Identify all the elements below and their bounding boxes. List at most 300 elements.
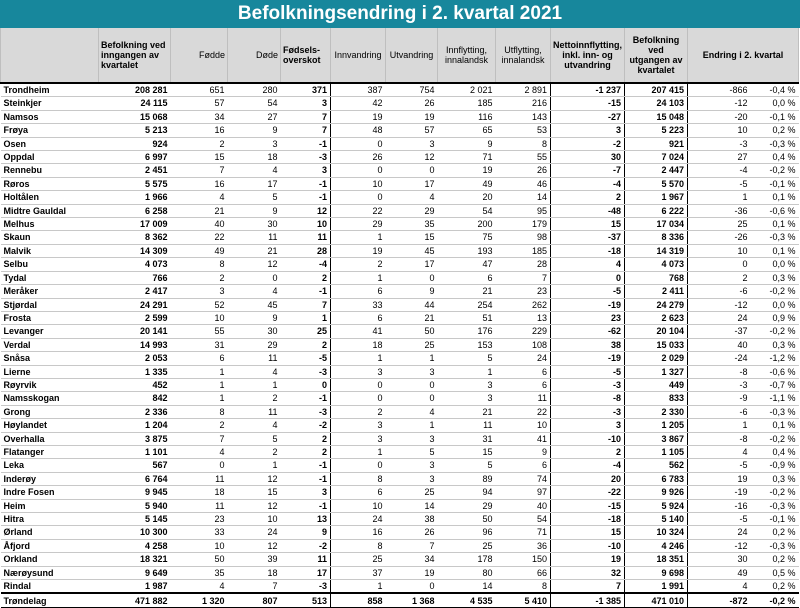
cell-births: 16 <box>171 124 228 137</box>
cell-birth-surplus: 1 <box>281 311 331 324</box>
cell-pop-end: 3 867 <box>625 432 688 445</box>
cell-immigration: 2 <box>331 405 386 418</box>
cell-deaths: 7 <box>228 580 281 594</box>
cell-pop-end: 17 034 <box>625 218 688 231</box>
cell-municipality: Selbu <box>1 258 99 271</box>
cell-change: 25 <box>688 218 751 231</box>
cell-net-migration: 3 <box>551 419 625 432</box>
cell-municipality: Åfjord <box>1 539 99 552</box>
cell-pop-start: 18 321 <box>99 553 171 566</box>
cell-change-pct: 0,2 % <box>751 124 799 137</box>
cell-pop-end: 5 570 <box>625 177 688 190</box>
cell-municipality: Ørland <box>1 526 99 539</box>
cell-pop-end: 6 222 <box>625 204 688 217</box>
cell-net-migration: 4 <box>551 258 625 271</box>
cell-change: -12 <box>688 97 751 110</box>
cell-emigration: 19 <box>386 566 438 579</box>
cell-change: -24 <box>688 352 751 365</box>
cell-in-domestic: 15 <box>438 445 496 458</box>
cell-municipality: Heim <box>1 499 99 512</box>
cell-births: 52 <box>171 298 228 311</box>
cell-immigration: 6 <box>331 311 386 324</box>
cell-emigration: 1 <box>386 352 438 365</box>
cell-pop-start: 14 993 <box>99 338 171 351</box>
cell-pop-start: 1 335 <box>99 365 171 378</box>
cell-pop-start: 9 945 <box>99 486 171 499</box>
cell-net-migration: 0 <box>551 271 625 284</box>
cell-in-domestic: 5 <box>438 352 496 365</box>
cell-births: 2 <box>171 137 228 150</box>
cell-deaths: 4 <box>228 285 281 298</box>
cell-out-domestic: 6 <box>496 459 551 472</box>
cell-out-domestic: 14 <box>496 191 551 204</box>
cell-birth-surplus: -1 <box>281 137 331 150</box>
cell-change: 19 <box>688 472 751 485</box>
cell-out-domestic: 6 <box>496 365 551 378</box>
cell-pop-start: 924 <box>99 137 171 150</box>
cell-pop-end: 9 926 <box>625 486 688 499</box>
cell-immigration: 6 <box>331 285 386 298</box>
cell-emigration: 45 <box>386 244 438 257</box>
cell-immigration: 19 <box>331 244 386 257</box>
cell-birth-surplus: 7 <box>281 298 331 311</box>
cell-out-domestic: 2 891 <box>496 83 551 97</box>
cell-birth-surplus: -1 <box>281 392 331 405</box>
cell-pop-end: 768 <box>625 271 688 284</box>
cell-births: 10 <box>171 311 228 324</box>
cell-birth-surplus: -4 <box>281 258 331 271</box>
cell-pop-start: 24 115 <box>99 97 171 110</box>
cell-deaths: 54 <box>228 97 281 110</box>
cell-municipality: Leka <box>1 459 99 472</box>
cell-net-migration: -5 <box>551 365 625 378</box>
cell-net-migration: 23 <box>551 311 625 324</box>
cell-pop-start: 766 <box>99 271 171 284</box>
cell-in-domestic: 185 <box>438 97 496 110</box>
cell-out-domestic: 8 <box>496 137 551 150</box>
cell-pop-end: 15 048 <box>625 110 688 123</box>
cell-change: -6 <box>688 405 751 418</box>
cell-net-migration: -15 <box>551 97 625 110</box>
cell-deaths: 18 <box>228 151 281 164</box>
cell-deaths: 21 <box>228 244 281 257</box>
cell-births: 6 <box>171 352 228 365</box>
cell-emigration: 34 <box>386 553 438 566</box>
cell-pop-start: 2 451 <box>99 164 171 177</box>
cell-deaths: 12 <box>228 472 281 485</box>
cell-deaths: 1 <box>228 459 281 472</box>
cell-pop-end: 449 <box>625 378 688 391</box>
cell-deaths: 45 <box>228 298 281 311</box>
cell-births: 21 <box>171 204 228 217</box>
table-row <box>1 298 799 311</box>
cell-municipality: Namsos <box>1 110 99 123</box>
cell-pop-start: 10 300 <box>99 526 171 539</box>
cell-deaths: 30 <box>228 325 281 338</box>
cell-births: 40 <box>171 218 228 231</box>
cell-municipality: Oppdal <box>1 151 99 164</box>
cell-in-domestic: 96 <box>438 526 496 539</box>
cell-birth-surplus: 513 <box>281 593 331 608</box>
cell-change: -20 <box>688 110 751 123</box>
cell-deaths: 0 <box>228 271 281 284</box>
cell-immigration: 1 <box>331 231 386 244</box>
cell-pop-start: 1 101 <box>99 445 171 458</box>
cell-pop-start: 5 213 <box>99 124 171 137</box>
cell-municipality: Trondheim <box>1 83 99 97</box>
cell-change: 40 <box>688 338 751 351</box>
cell-change-pct: -0,2 % <box>751 285 799 298</box>
cell-in-domestic: 75 <box>438 231 496 244</box>
cell-pop-end: 1 205 <box>625 419 688 432</box>
total-row <box>1 593 799 608</box>
cell-change-pct: 0,1 % <box>751 191 799 204</box>
cell-pop-end: 5 924 <box>625 499 688 512</box>
cell-birth-surplus: -2 <box>281 419 331 432</box>
cell-municipality: Steinkjer <box>1 97 99 110</box>
cell-birth-surplus: 28 <box>281 244 331 257</box>
cell-pop-end: 15 033 <box>625 338 688 351</box>
cell-out-domestic: 216 <box>496 97 551 110</box>
header-out-domestic: Utflytting, innalandsk <box>496 28 551 83</box>
table-row <box>1 311 799 324</box>
cell-change: -3 <box>688 378 751 391</box>
cell-municipality: Flatanger <box>1 445 99 458</box>
cell-pop-start: 15 068 <box>99 110 171 123</box>
cell-pop-end: 7 024 <box>625 151 688 164</box>
cell-immigration: 1 <box>331 445 386 458</box>
cell-pop-end: 1 967 <box>625 191 688 204</box>
cell-municipality: Rennebu <box>1 164 99 177</box>
cell-pop-start: 14 309 <box>99 244 171 257</box>
cell-change: -19 <box>688 486 751 499</box>
cell-net-migration: -4 <box>551 177 625 190</box>
cell-birth-surplus: 12 <box>281 204 331 217</box>
cell-immigration: 48 <box>331 124 386 137</box>
cell-immigration: 37 <box>331 566 386 579</box>
cell-in-domestic: 11 <box>438 419 496 432</box>
cell-change: -8 <box>688 365 751 378</box>
cell-emigration: 50 <box>386 325 438 338</box>
cell-in-domestic: 116 <box>438 110 496 123</box>
cell-out-domestic: 150 <box>496 553 551 566</box>
cell-pop-start: 471 882 <box>99 593 171 608</box>
cell-pop-end: 2 029 <box>625 352 688 365</box>
cell-change: -4 <box>688 164 751 177</box>
cell-births: 4 <box>171 445 228 458</box>
cell-out-domestic: 28 <box>496 258 551 271</box>
cell-births: 1 320 <box>171 593 228 608</box>
cell-births: 7 <box>171 164 228 177</box>
cell-immigration: 19 <box>331 110 386 123</box>
cell-pop-start: 4 258 <box>99 539 171 552</box>
cell-deaths: 10 <box>228 513 281 526</box>
table-row <box>1 392 799 405</box>
cell-emigration: 25 <box>386 486 438 499</box>
cell-pop-end: 20 104 <box>625 325 688 338</box>
cell-birth-surplus: 11 <box>281 553 331 566</box>
table-row <box>1 110 799 123</box>
cell-emigration: 3 <box>386 472 438 485</box>
cell-change: 24 <box>688 526 751 539</box>
cell-deaths: 11 <box>228 405 281 418</box>
cell-emigration: 14 <box>386 499 438 512</box>
cell-change: 1 <box>688 419 751 432</box>
cell-net-migration: -3 <box>551 405 625 418</box>
cell-deaths: 3 <box>228 137 281 150</box>
table-row <box>1 325 799 338</box>
cell-immigration: 24 <box>331 513 386 526</box>
table-row <box>1 459 799 472</box>
cell-municipality: Verdal <box>1 338 99 351</box>
cell-births: 23 <box>171 513 228 526</box>
cell-in-domestic: 21 <box>438 285 496 298</box>
cell-pop-start: 452 <box>99 378 171 391</box>
cell-pop-end: 24 103 <box>625 97 688 110</box>
cell-immigration: 387 <box>331 83 386 97</box>
cell-birth-surplus: -2 <box>281 539 331 552</box>
cell-net-migration: 32 <box>551 566 625 579</box>
cell-birth-surplus: 11 <box>281 231 331 244</box>
cell-immigration: 858 <box>331 593 386 608</box>
cell-emigration: 3 <box>386 137 438 150</box>
cell-change: -5 <box>688 459 751 472</box>
cell-pop-end: 14 319 <box>625 244 688 257</box>
cell-change-pct: 0,1 % <box>751 419 799 432</box>
header-name <box>1 28 99 83</box>
cell-municipality: Røyrvik <box>1 378 99 391</box>
cell-birth-surplus: 2 <box>281 338 331 351</box>
table-row <box>1 472 799 485</box>
cell-births: 651 <box>171 83 228 97</box>
cell-births: 8 <box>171 405 228 418</box>
cell-birth-surplus: 10 <box>281 218 331 231</box>
cell-net-migration: -19 <box>551 298 625 311</box>
cell-births: 34 <box>171 110 228 123</box>
cell-municipality: Høylandet <box>1 419 99 432</box>
cell-change-pct: 0,9 % <box>751 311 799 324</box>
cell-net-migration: -4 <box>551 459 625 472</box>
table-row <box>1 499 799 512</box>
cell-net-migration: -48 <box>551 204 625 217</box>
cell-change-pct: -1,1 % <box>751 392 799 405</box>
cell-out-domestic: 143 <box>496 110 551 123</box>
table-row <box>1 271 799 284</box>
cell-emigration: 1 <box>386 419 438 432</box>
cell-deaths: 280 <box>228 83 281 97</box>
cell-birth-surplus: 17 <box>281 566 331 579</box>
cell-change: -16 <box>688 499 751 512</box>
cell-birth-surplus: 2 <box>281 432 331 445</box>
cell-change-pct: -0,6 % <box>751 365 799 378</box>
cell-emigration: 17 <box>386 177 438 190</box>
header-change: Endring i 2. kvartal <box>688 28 799 83</box>
cell-birth-surplus: 2 <box>281 445 331 458</box>
cell-out-domestic: 185 <box>496 244 551 257</box>
cell-emigration: 19 <box>386 110 438 123</box>
cell-change: 24 <box>688 311 751 324</box>
cell-pop-start: 8 362 <box>99 231 171 244</box>
cell-change: -26 <box>688 231 751 244</box>
cell-deaths: 4 <box>228 164 281 177</box>
cell-net-migration: -1 385 <box>551 593 625 608</box>
cell-change-pct: -0,2 % <box>751 593 799 608</box>
cell-births: 2 <box>171 419 228 432</box>
cell-birth-surplus: 7 <box>281 124 331 137</box>
cell-municipality: Namsskogan <box>1 392 99 405</box>
cell-deaths: 2 <box>228 392 281 405</box>
cell-pop-start: 5 145 <box>99 513 171 526</box>
cell-net-migration: -18 <box>551 513 625 526</box>
cell-out-domestic: 26 <box>496 164 551 177</box>
table-row <box>1 285 799 298</box>
cell-municipality: Skaun <box>1 231 99 244</box>
cell-in-domestic: 6 <box>438 271 496 284</box>
cell-birth-surplus: 13 <box>281 513 331 526</box>
cell-change-pct: -0,1 % <box>751 110 799 123</box>
cell-births: 1 <box>171 378 228 391</box>
cell-birth-surplus: 3 <box>281 97 331 110</box>
cell-in-domestic: 89 <box>438 472 496 485</box>
cell-in-domestic: 2 021 <box>438 83 496 97</box>
cell-emigration: 3 <box>386 432 438 445</box>
cell-in-domestic: 20 <box>438 191 496 204</box>
cell-emigration: 0 <box>386 271 438 284</box>
cell-birth-surplus: -3 <box>281 151 331 164</box>
cell-deaths: 12 <box>228 539 281 552</box>
cell-deaths: 1 <box>228 378 281 391</box>
table-row <box>1 164 799 177</box>
cell-in-domestic: 14 <box>438 580 496 594</box>
cell-net-migration: -15 <box>551 499 625 512</box>
cell-deaths: 2 <box>228 445 281 458</box>
cell-change-pct: -0,3 % <box>751 405 799 418</box>
cell-pop-end: 5 223 <box>625 124 688 137</box>
cell-emigration: 0 <box>386 392 438 405</box>
cell-immigration: 33 <box>331 298 386 311</box>
cell-immigration: 0 <box>331 459 386 472</box>
table-title: Befolkningsendring i 2. kvartal 2021 <box>0 0 800 28</box>
cell-change-pct: 0,4 % <box>751 445 799 458</box>
cell-deaths: 30 <box>228 218 281 231</box>
cell-net-migration: -7 <box>551 164 625 177</box>
cell-pop-start: 1 966 <box>99 191 171 204</box>
cell-pop-end: 471 010 <box>625 593 688 608</box>
cell-emigration: 38 <box>386 513 438 526</box>
cell-municipality: Snåsa <box>1 352 99 365</box>
cell-births: 35 <box>171 566 228 579</box>
table-row <box>1 244 799 257</box>
header-emigration: Utvandring <box>386 28 438 83</box>
cell-emigration: 57 <box>386 124 438 137</box>
cell-out-domestic: 98 <box>496 231 551 244</box>
cell-births: 31 <box>171 338 228 351</box>
table-row <box>1 231 799 244</box>
cell-change-pct: 0,2 % <box>751 580 799 594</box>
cell-municipality: Levanger <box>1 325 99 338</box>
cell-change: -5 <box>688 177 751 190</box>
cell-pop-start: 6 258 <box>99 204 171 217</box>
cell-births: 7 <box>171 432 228 445</box>
cell-pop-end: 10 324 <box>625 526 688 539</box>
cell-immigration: 42 <box>331 97 386 110</box>
cell-out-domestic: 40 <box>496 499 551 512</box>
cell-net-migration: 15 <box>551 526 625 539</box>
cell-municipality: Orkland <box>1 553 99 566</box>
table-row <box>1 580 799 594</box>
cell-change-pct: 0,0 % <box>751 97 799 110</box>
cell-births: 49 <box>171 244 228 257</box>
cell-emigration: 4 <box>386 191 438 204</box>
cell-in-domestic: 4 535 <box>438 593 496 608</box>
cell-change-pct: -0,3 % <box>751 539 799 552</box>
cell-birth-surplus: 7 <box>281 110 331 123</box>
cell-change-pct: -0,3 % <box>751 499 799 512</box>
cell-emigration: 35 <box>386 218 438 231</box>
cell-pop-end: 562 <box>625 459 688 472</box>
cell-deaths: 12 <box>228 258 281 271</box>
cell-municipality: Holtålen <box>1 191 99 204</box>
cell-out-domestic: 6 <box>496 378 551 391</box>
table-row <box>1 378 799 391</box>
header-pop-start: Befolkning ved inngangen av kvartalet <box>99 28 171 83</box>
cell-change: -12 <box>688 539 751 552</box>
cell-net-migration: -37 <box>551 231 625 244</box>
cell-out-domestic: 53 <box>496 124 551 137</box>
cell-emigration: 26 <box>386 97 438 110</box>
cell-change-pct: -0,2 % <box>751 486 799 499</box>
cell-pop-end: 1 105 <box>625 445 688 458</box>
cell-immigration: 29 <box>331 218 386 231</box>
cell-change: 4 <box>688 445 751 458</box>
cell-net-migration: -10 <box>551 539 625 552</box>
cell-out-domestic: 97 <box>496 486 551 499</box>
cell-birth-surplus: -5 <box>281 352 331 365</box>
cell-change: 27 <box>688 151 751 164</box>
cell-out-domestic: 10 <box>496 419 551 432</box>
cell-change-pct: -0,6 % <box>751 204 799 217</box>
cell-in-domestic: 178 <box>438 553 496 566</box>
cell-pop-start: 2 053 <box>99 352 171 365</box>
cell-municipality: Røros <box>1 177 99 190</box>
cell-change: 30 <box>688 553 751 566</box>
cell-pop-start: 3 875 <box>99 432 171 445</box>
cell-deaths: 24 <box>228 526 281 539</box>
cell-deaths: 27 <box>228 110 281 123</box>
cell-births: 11 <box>171 472 228 485</box>
cell-emigration: 21 <box>386 311 438 324</box>
cell-immigration: 3 <box>331 365 386 378</box>
cell-birth-surplus: -1 <box>281 472 331 485</box>
cell-pop-end: 2 623 <box>625 311 688 324</box>
cell-out-domestic: 13 <box>496 311 551 324</box>
cell-pop-end: 833 <box>625 392 688 405</box>
cell-emigration: 25 <box>386 338 438 351</box>
cell-in-domestic: 254 <box>438 298 496 311</box>
cell-municipality: Trøndelag <box>1 593 99 608</box>
cell-out-domestic: 7 <box>496 271 551 284</box>
cell-pop-start: 842 <box>99 392 171 405</box>
cell-out-domestic: 22 <box>496 405 551 418</box>
cell-emigration: 754 <box>386 83 438 97</box>
cell-birth-surplus: 2 <box>281 271 331 284</box>
cell-net-migration: 2 <box>551 445 625 458</box>
cell-change-pct: -0,2 % <box>751 432 799 445</box>
cell-out-domestic: 41 <box>496 432 551 445</box>
cell-out-domestic: 74 <box>496 472 551 485</box>
cell-immigration: 41 <box>331 325 386 338</box>
cell-pop-start: 17 009 <box>99 218 171 231</box>
